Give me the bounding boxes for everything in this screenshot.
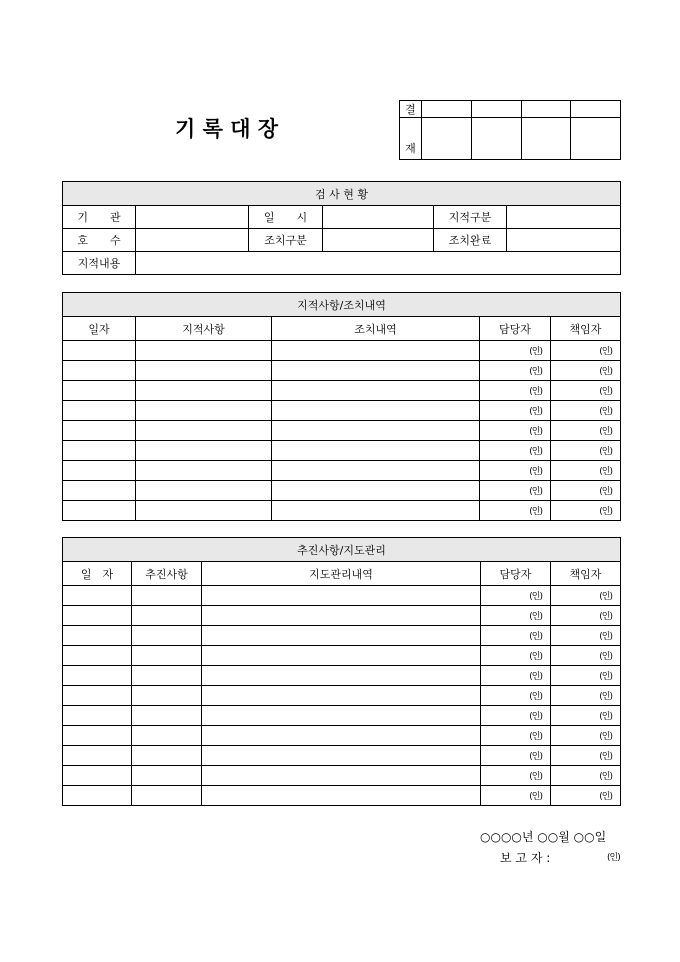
entry-cell[interactable] — [202, 606, 481, 626]
table-row — [63, 786, 621, 806]
datetime-field[interactable] — [323, 206, 434, 229]
col-guidance: 지도관리내역 — [202, 562, 481, 586]
col-finding: 지적사항 — [136, 317, 272, 341]
entry-cell[interactable] — [63, 706, 132, 726]
supervisor-seal-cell[interactable]: (인) — [551, 786, 621, 806]
finding-type-field[interactable] — [507, 206, 621, 229]
manager-seal-cell[interactable]: (인) — [481, 726, 551, 746]
entry-cell[interactable] — [272, 361, 480, 381]
entry-cell[interactable] — [63, 786, 132, 806]
table-row — [63, 766, 621, 786]
supervisor-seal-cell[interactable]: (인) — [551, 606, 621, 626]
entry-cell[interactable] — [63, 646, 132, 666]
supervisor-seal-cell[interactable]: (인) — [551, 461, 621, 481]
table-row — [63, 646, 621, 666]
label-agency: 기 관 — [63, 206, 136, 229]
table-row — [63, 666, 621, 686]
label-room-number: 호 수 — [63, 229, 136, 252]
manager-seal-cell[interactable]: (인) — [481, 706, 551, 726]
entry-cell[interactable] — [272, 401, 480, 421]
approval-box — [399, 100, 621, 160]
approval-sign-cell[interactable] — [471, 118, 521, 160]
label-action-type: 조치구분 — [249, 229, 323, 252]
table-row — [63, 481, 621, 501]
table-row — [63, 586, 621, 606]
entry-cell[interactable] — [136, 441, 272, 461]
manager-seal-cell[interactable]: (인) — [480, 381, 551, 401]
entry-cell[interactable] — [63, 461, 136, 481]
entry-cell[interactable] — [272, 501, 480, 521]
table-row — [63, 746, 621, 766]
action-complete-field[interactable] — [507, 229, 621, 252]
entry-cell[interactable] — [136, 461, 272, 481]
supervisor-seal-cell[interactable]: (인) — [551, 726, 621, 746]
entry-cell[interactable] — [136, 341, 272, 361]
table-row — [63, 686, 621, 706]
approval-sign-cell[interactable] — [521, 118, 571, 160]
supervisor-seal-cell[interactable]: (인) — [551, 421, 621, 441]
approval-label-bottom: 재 — [400, 118, 422, 160]
reporter-seal: (인) — [607, 853, 620, 863]
entry-cell[interactable] — [132, 766, 202, 786]
entry-cell[interactable] — [63, 381, 136, 401]
entry-cell[interactable] — [272, 481, 480, 501]
entry-cell[interactable] — [202, 706, 481, 726]
entry-cell[interactable] — [132, 626, 202, 646]
manager-seal-cell[interactable]: (인) — [481, 766, 551, 786]
progress-header: 추진사항/지도관리 — [63, 538, 621, 562]
findings-rows — [63, 341, 621, 521]
supervisor-seal-cell[interactable]: (인) — [551, 361, 621, 381]
col-date: 일 자 — [63, 562, 132, 586]
entry-cell[interactable] — [272, 381, 480, 401]
entry-cell[interactable] — [202, 686, 481, 706]
entry-cell[interactable] — [202, 646, 481, 666]
approval-sign-cell[interactable] — [422, 118, 472, 160]
room-number-field[interactable] — [136, 229, 249, 252]
manager-seal-cell[interactable]: (인) — [480, 401, 551, 421]
entry-cell[interactable] — [202, 746, 481, 766]
supervisor-seal-cell[interactable]: (인) — [551, 501, 621, 521]
entry-cell[interactable] — [132, 686, 202, 706]
manager-seal-cell[interactable]: (인) — [481, 746, 551, 766]
supervisor-seal-cell[interactable]: (인) — [551, 381, 621, 401]
table-row — [63, 441, 621, 461]
col-manager: 담당자 — [481, 562, 551, 586]
approval-label-top: 결 — [400, 101, 422, 118]
entry-cell[interactable] — [63, 766, 132, 786]
table-row — [63, 421, 621, 441]
entry-cell[interactable] — [202, 626, 481, 646]
entry-cell[interactable] — [272, 421, 480, 441]
entry-cell[interactable] — [63, 746, 132, 766]
entry-cell[interactable] — [202, 586, 481, 606]
entry-cell[interactable] — [272, 441, 480, 461]
label-datetime: 일 시 — [249, 206, 323, 229]
entry-cell[interactable] — [63, 341, 136, 361]
entry-cell[interactable] — [132, 646, 202, 666]
table-row — [63, 401, 621, 421]
label-action-complete: 조치완료 — [434, 229, 507, 252]
action-type-field[interactable] — [323, 229, 434, 252]
entry-cell[interactable] — [136, 361, 272, 381]
entry-cell[interactable] — [136, 481, 272, 501]
supervisor-seal-cell[interactable]: (인) — [551, 686, 621, 706]
entry-cell[interactable] — [136, 501, 272, 521]
supervisor-seal-cell[interactable]: (인) — [551, 341, 621, 361]
entry-cell[interactable] — [202, 666, 481, 686]
manager-seal-cell[interactable]: (인) — [480, 441, 551, 461]
entry-cell[interactable] — [63, 401, 136, 421]
approval-sign-cell[interactable] — [571, 118, 621, 160]
progress-rows — [63, 586, 621, 806]
entry-cell[interactable] — [63, 586, 132, 606]
table-row — [63, 361, 621, 381]
manager-seal-cell[interactable]: (인) — [480, 421, 551, 441]
entry-cell[interactable] — [63, 626, 132, 646]
entry-cell[interactable] — [132, 606, 202, 626]
supervisor-seal-cell[interactable]: (인) — [551, 481, 621, 501]
report-date: ○○○○년 ○○월 ○○일 — [480, 830, 607, 844]
supervisor-seal-cell[interactable]: (인) — [551, 746, 621, 766]
entry-cell[interactable] — [202, 786, 481, 806]
approval-cell[interactable] — [471, 101, 521, 118]
table-row — [63, 341, 621, 361]
entry-cell[interactable] — [132, 786, 202, 806]
supervisor-seal-cell[interactable]: (인) — [551, 441, 621, 461]
manager-seal-cell[interactable]: (인) — [481, 646, 551, 666]
entry-cell[interactable] — [63, 441, 136, 461]
entry-cell[interactable] — [272, 341, 480, 361]
supervisor-seal-cell[interactable]: (인) — [551, 766, 621, 786]
entry-cell[interactable] — [63, 726, 132, 746]
manager-seal-cell[interactable]: (인) — [481, 786, 551, 806]
table-row — [63, 626, 621, 646]
label-finding-type: 지적구분 — [434, 206, 507, 229]
manager-seal-cell[interactable]: (인) — [480, 481, 551, 501]
manager-seal-cell[interactable]: (인) — [480, 361, 551, 381]
manager-seal-cell[interactable]: (인) — [480, 341, 551, 361]
table-row — [63, 461, 621, 481]
manager-seal-cell[interactable]: (인) — [481, 666, 551, 686]
supervisor-seal-cell[interactable]: (인) — [551, 586, 621, 606]
col-manager: 담당자 — [480, 317, 551, 341]
approval-cell[interactable] — [422, 101, 472, 118]
manager-seal-cell[interactable]: (인) — [481, 606, 551, 626]
finding-content-field[interactable] — [136, 252, 621, 275]
manager-seal-cell[interactable]: (인) — [481, 686, 551, 706]
supervisor-seal-cell[interactable]: (인) — [551, 706, 621, 726]
table-row — [63, 381, 621, 401]
supervisor-seal-cell[interactable]: (인) — [551, 646, 621, 666]
document-title: 기 록 대 장 — [175, 117, 279, 141]
reporter-label: 보 고 자 : — [500, 851, 551, 865]
entry-cell[interactable] — [132, 746, 202, 766]
supervisor-seal-cell[interactable]: (인) — [551, 626, 621, 646]
col-progress: 추진사항 — [132, 562, 202, 586]
agency-field[interactable] — [136, 206, 249, 229]
entry-cell[interactable] — [136, 421, 272, 441]
entry-cell[interactable] — [63, 606, 132, 626]
entry-cell[interactable] — [136, 401, 272, 421]
entry-cell[interactable] — [132, 726, 202, 746]
manager-seal-cell[interactable]: (인) — [480, 501, 551, 521]
col-action: 조치내역 — [272, 317, 480, 341]
table-row — [63, 606, 621, 626]
table-row — [63, 726, 621, 746]
manager-seal-cell[interactable]: (인) — [481, 626, 551, 646]
inspection-table — [62, 181, 621, 275]
entry-cell[interactable] — [63, 481, 136, 501]
entry-cell[interactable] — [202, 766, 481, 786]
label-finding-content: 지적내용 — [63, 252, 136, 275]
entry-cell[interactable] — [202, 726, 481, 746]
inspection-header: 검 사 현 황 — [63, 182, 621, 206]
entry-cell[interactable] — [132, 666, 202, 686]
entry-cell[interactable] — [136, 381, 272, 401]
entry-cell[interactable] — [272, 461, 480, 481]
manager-seal-cell[interactable]: (인) — [481, 586, 551, 606]
col-supervisor: 책임자 — [551, 562, 621, 586]
progress-table — [62, 537, 621, 806]
reporter-line — [500, 849, 640, 866]
approval-cell[interactable] — [571, 101, 621, 118]
findings-header: 지적사항/조치내역 — [63, 293, 621, 317]
supervisor-seal-cell[interactable]: (인) — [551, 401, 621, 421]
table-row — [63, 501, 621, 521]
entry-cell[interactable] — [63, 686, 132, 706]
manager-seal-cell[interactable]: (인) — [480, 461, 551, 481]
entry-cell[interactable] — [63, 501, 136, 521]
col-date: 일자 — [63, 317, 136, 341]
table-row — [63, 706, 621, 726]
col-supervisor: 책임자 — [551, 317, 621, 341]
supervisor-seal-cell[interactable]: (인) — [551, 666, 621, 686]
findings-table — [62, 292, 621, 521]
entry-cell[interactable] — [63, 666, 132, 686]
entry-cell[interactable] — [132, 706, 202, 726]
approval-cell[interactable] — [521, 101, 571, 118]
entry-cell[interactable] — [132, 586, 202, 606]
entry-cell[interactable] — [63, 421, 136, 441]
entry-cell[interactable] — [63, 361, 136, 381]
